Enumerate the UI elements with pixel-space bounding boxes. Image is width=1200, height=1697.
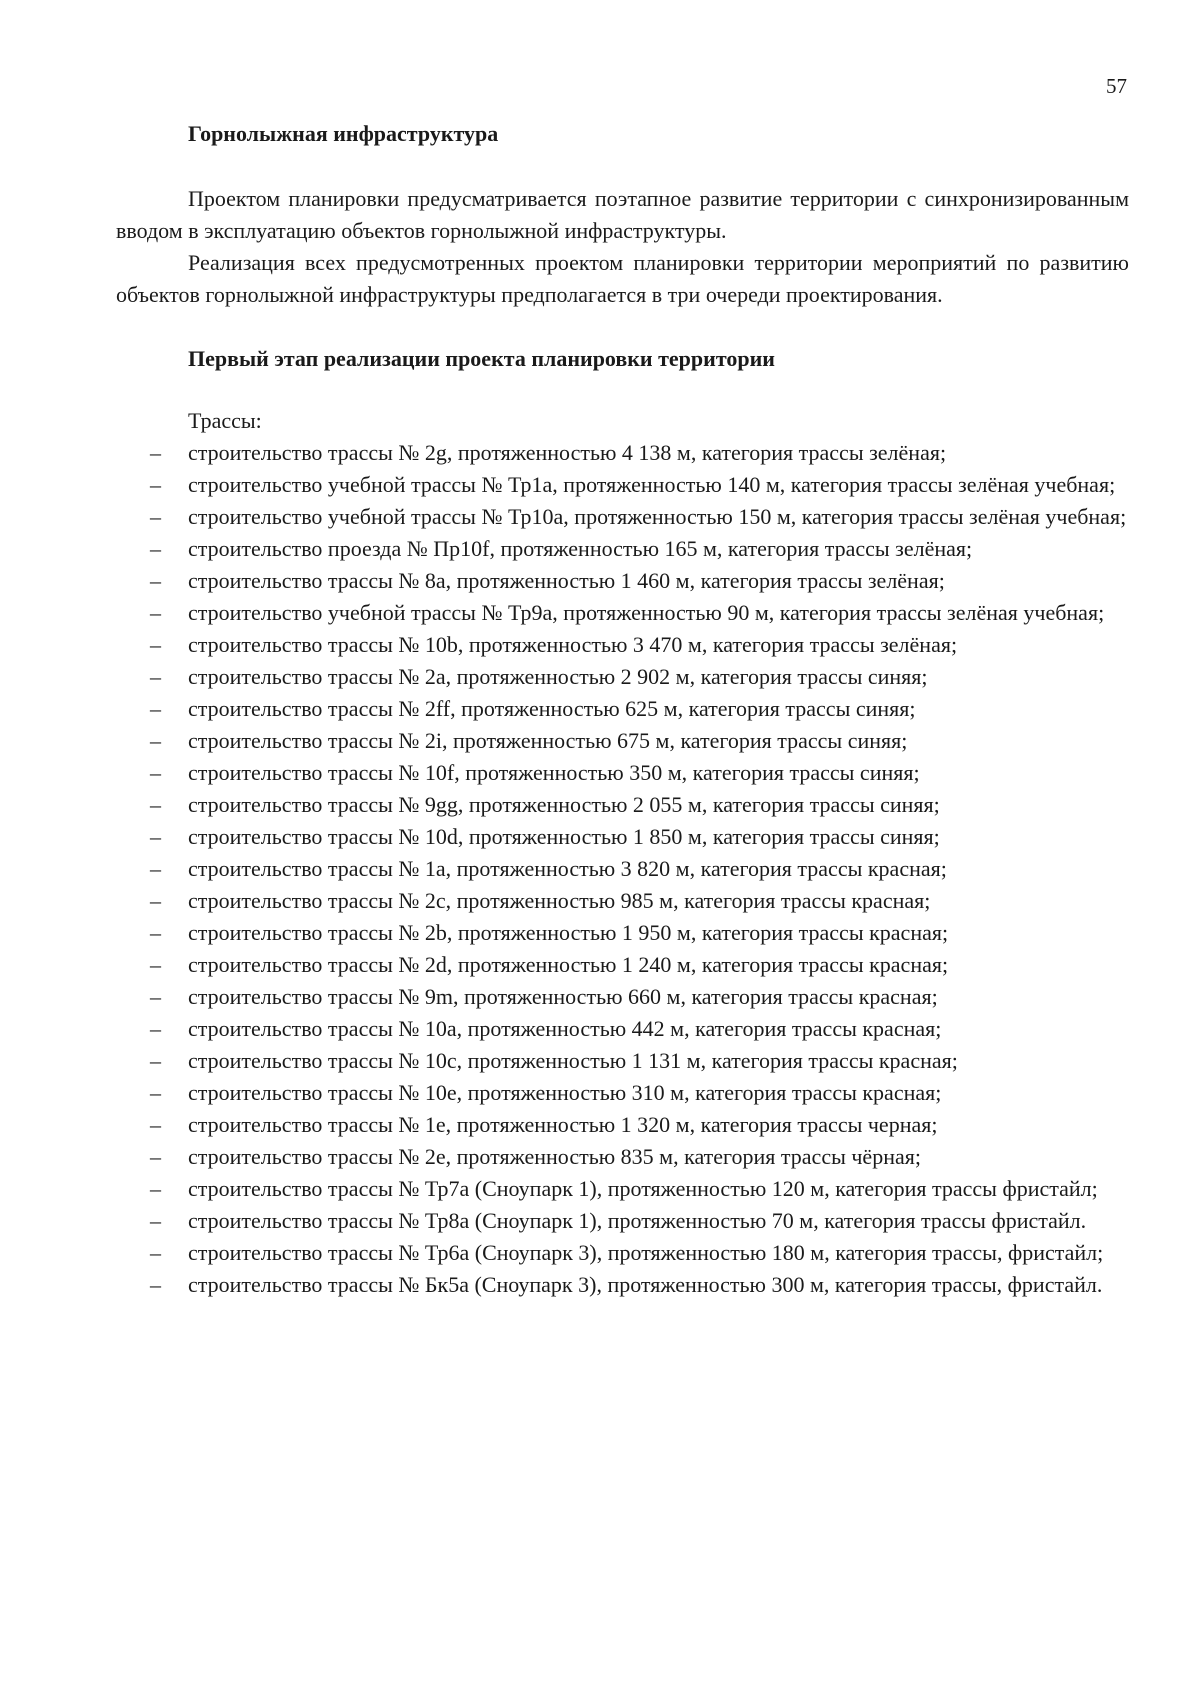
list-item-text: строительство трассы № Тр8а (Сноупарк 1), протяженностью 70 м, категория трассы фристайл. — [188, 1208, 1087, 1233]
stage-title: Первый этап реализации проекта планировки территории — [188, 346, 775, 371]
list-item — [0, 565, 1200, 597]
list-item-text: строительство учебной трассы № Тр1а, протяженностью 140 м, категория трассы зелёная учебная; — [188, 472, 1116, 497]
list-item-text: строительство трассы № 1е, протяженностью 1 320 м, категория трассы черная; — [188, 1112, 938, 1137]
list-item — [0, 501, 1200, 533]
list-item — [0, 533, 1200, 565]
list-item-text: строительство трассы № 10f, протяженностью 350 м, категория трассы синяя; — [188, 760, 920, 785]
list-item-text: строительство трассы № 10d, протяженностью 1 850 м, категория трассы синяя; — [188, 824, 940, 849]
list-item — [0, 853, 1200, 885]
list-item — [0, 917, 1200, 949]
list-bullet: – — [150, 1016, 161, 1041]
list-bullet: – — [150, 824, 161, 849]
list-bullet: – — [150, 440, 161, 465]
list-item-text: строительство трассы № Тр7а (Сноупарк 1), протяженностью 120 м, категория трассы фристайл; — [188, 1176, 1098, 1201]
list-bullet: – — [150, 760, 161, 785]
list-item — [0, 629, 1200, 661]
list-bullet: – — [150, 920, 161, 945]
list-item — [0, 1205, 1200, 1237]
list-item — [0, 1237, 1200, 1269]
list-item — [0, 661, 1200, 693]
list-bullet: – — [150, 696, 161, 721]
list-item — [0, 949, 1200, 981]
list-item-text: строительство трассы № 10е, протяженностью 310 м, категория трассы красная; — [188, 1080, 942, 1105]
list-item — [0, 1013, 1200, 1045]
paragraph-1: Проектом планировки предусматривается поэтапное развитие территории с синхронизированным вводом в эксплуатацию объектов горнолыжной инфраструктуры. — [116, 186, 1129, 243]
list-item — [0, 885, 1200, 917]
list-item-text: строительство трассы № Тр6а (Сноупарк 3), протяженностью 180 м, категория трассы, фристайл; — [188, 1240, 1104, 1265]
list-item — [0, 1109, 1200, 1141]
list-item-text: строительство трассы № 1а, протяженностью 3 820 м, категория трассы красная; — [188, 856, 947, 881]
list-item-text: строительство трассы № 9gg, протяженностью 2 055 м, категория трассы синяя; — [188, 792, 940, 817]
list-bullet: – — [150, 472, 161, 497]
list-bullet: – — [150, 664, 161, 689]
list-bullet: – — [150, 856, 161, 881]
list-item — [0, 1077, 1200, 1109]
list-bullet: – — [150, 984, 161, 1009]
list-item-text: строительство трассы № 2е, протяженностью 835 м, категория трассы чёрная; — [188, 1144, 921, 1169]
list-bullet: – — [150, 632, 161, 657]
list-item-text: строительство трассы № 10с, протяженностью 1 131 м, категория трассы красная; — [188, 1048, 958, 1073]
trail-list — [0, 437, 1200, 1301]
list-item — [0, 725, 1200, 757]
list-bullet: – — [150, 1176, 161, 1201]
list-item-text: строительство трассы № Бк5а (Сноупарк 3), протяженностью 300 м, категория трассы, фристайл. — [188, 1272, 1103, 1297]
list-item-text: строительство учебной трассы № Тр9а, протяженностью 90 м, категория трассы зелёная учебная; — [188, 600, 1105, 625]
list-item — [0, 757, 1200, 789]
list-item — [0, 693, 1200, 725]
list-item — [0, 437, 1200, 469]
list-item — [0, 469, 1200, 501]
list-bullet: – — [150, 1048, 161, 1073]
list-bullet: – — [150, 536, 161, 561]
list-bullet: – — [150, 1080, 161, 1105]
list-item-text: строительство проезда № Пр10f, протяженностью 165 м, категория трассы зелёная; — [188, 536, 973, 561]
list-item-text: строительство трассы № 2с, протяженностью 985 м, категория трассы красная; — [188, 888, 931, 913]
list-bullet: – — [150, 1240, 161, 1265]
list-bullet: – — [150, 728, 161, 753]
list-item-text: строительство трассы № 2ff, протяженностью 625 м, категория трассы синяя; — [188, 696, 916, 721]
list-bullet: – — [150, 1272, 161, 1297]
list-item — [0, 821, 1200, 853]
list-item-text: строительство трассы № 8а, протяженностью 1 460 м, категория трассы зелёная; — [188, 568, 945, 593]
list-item — [0, 981, 1200, 1013]
list-intro: Трассы: — [188, 408, 262, 433]
list-item-text: строительство трассы № 2а, протяженностью 2 902 м, категория трассы синяя; — [188, 664, 928, 689]
list-item — [0, 1141, 1200, 1173]
list-bullet: – — [150, 1208, 161, 1233]
list-item — [0, 1269, 1200, 1301]
page-number: 57 — [1106, 74, 1127, 98]
list-item — [0, 1173, 1200, 1205]
list-item-text: строительство трассы № 2i, протяженностью 675 м, категория трассы синяя; — [188, 728, 908, 753]
list-bullet: – — [150, 1112, 161, 1137]
list-bullet: – — [150, 568, 161, 593]
list-bullet: – — [150, 888, 161, 913]
paragraph-2: Реализация всех предусмотренных проектом планировки территории мероприятий по развитию объектов горнолыжной инфраструктуры предполагается в три очереди проектирования. — [116, 250, 1129, 307]
list-item — [0, 1045, 1200, 1077]
list-item-text: строительство трассы № 9m, протяженностью 660 м, категория трассы красная; — [188, 984, 938, 1009]
list-item — [0, 597, 1200, 629]
list-item-text: строительство трассы № 2b, протяженностью 1 950 м, категория трассы красная; — [188, 920, 949, 945]
list-item-text: строительство трассы № 10b, протяженностью 3 470 м, категория трассы зелёная; — [188, 632, 958, 657]
list-bullet: – — [150, 600, 161, 625]
list-item-text: строительство трассы № 2g, протяженностью 4 138 м, категория трассы зелёная; — [188, 440, 947, 465]
list-bullet: – — [150, 504, 161, 529]
list-item — [0, 789, 1200, 821]
list-item-text: строительство учебной трассы № Тр10а, протяженностью 150 м, категория трассы зелёная учебная; — [188, 504, 1127, 529]
list-item-text: строительство трассы № 10а, протяженностью 442 м, категория трассы красная; — [188, 1016, 942, 1041]
list-bullet: – — [150, 792, 161, 817]
list-bullet: – — [150, 1144, 161, 1169]
list-item-text: строительство трассы № 2d, протяженностью 1 240 м, категория трассы красная; — [188, 952, 949, 977]
section-title: Горнолыжная инфраструктура — [188, 121, 499, 146]
list-bullet: – — [150, 952, 161, 977]
